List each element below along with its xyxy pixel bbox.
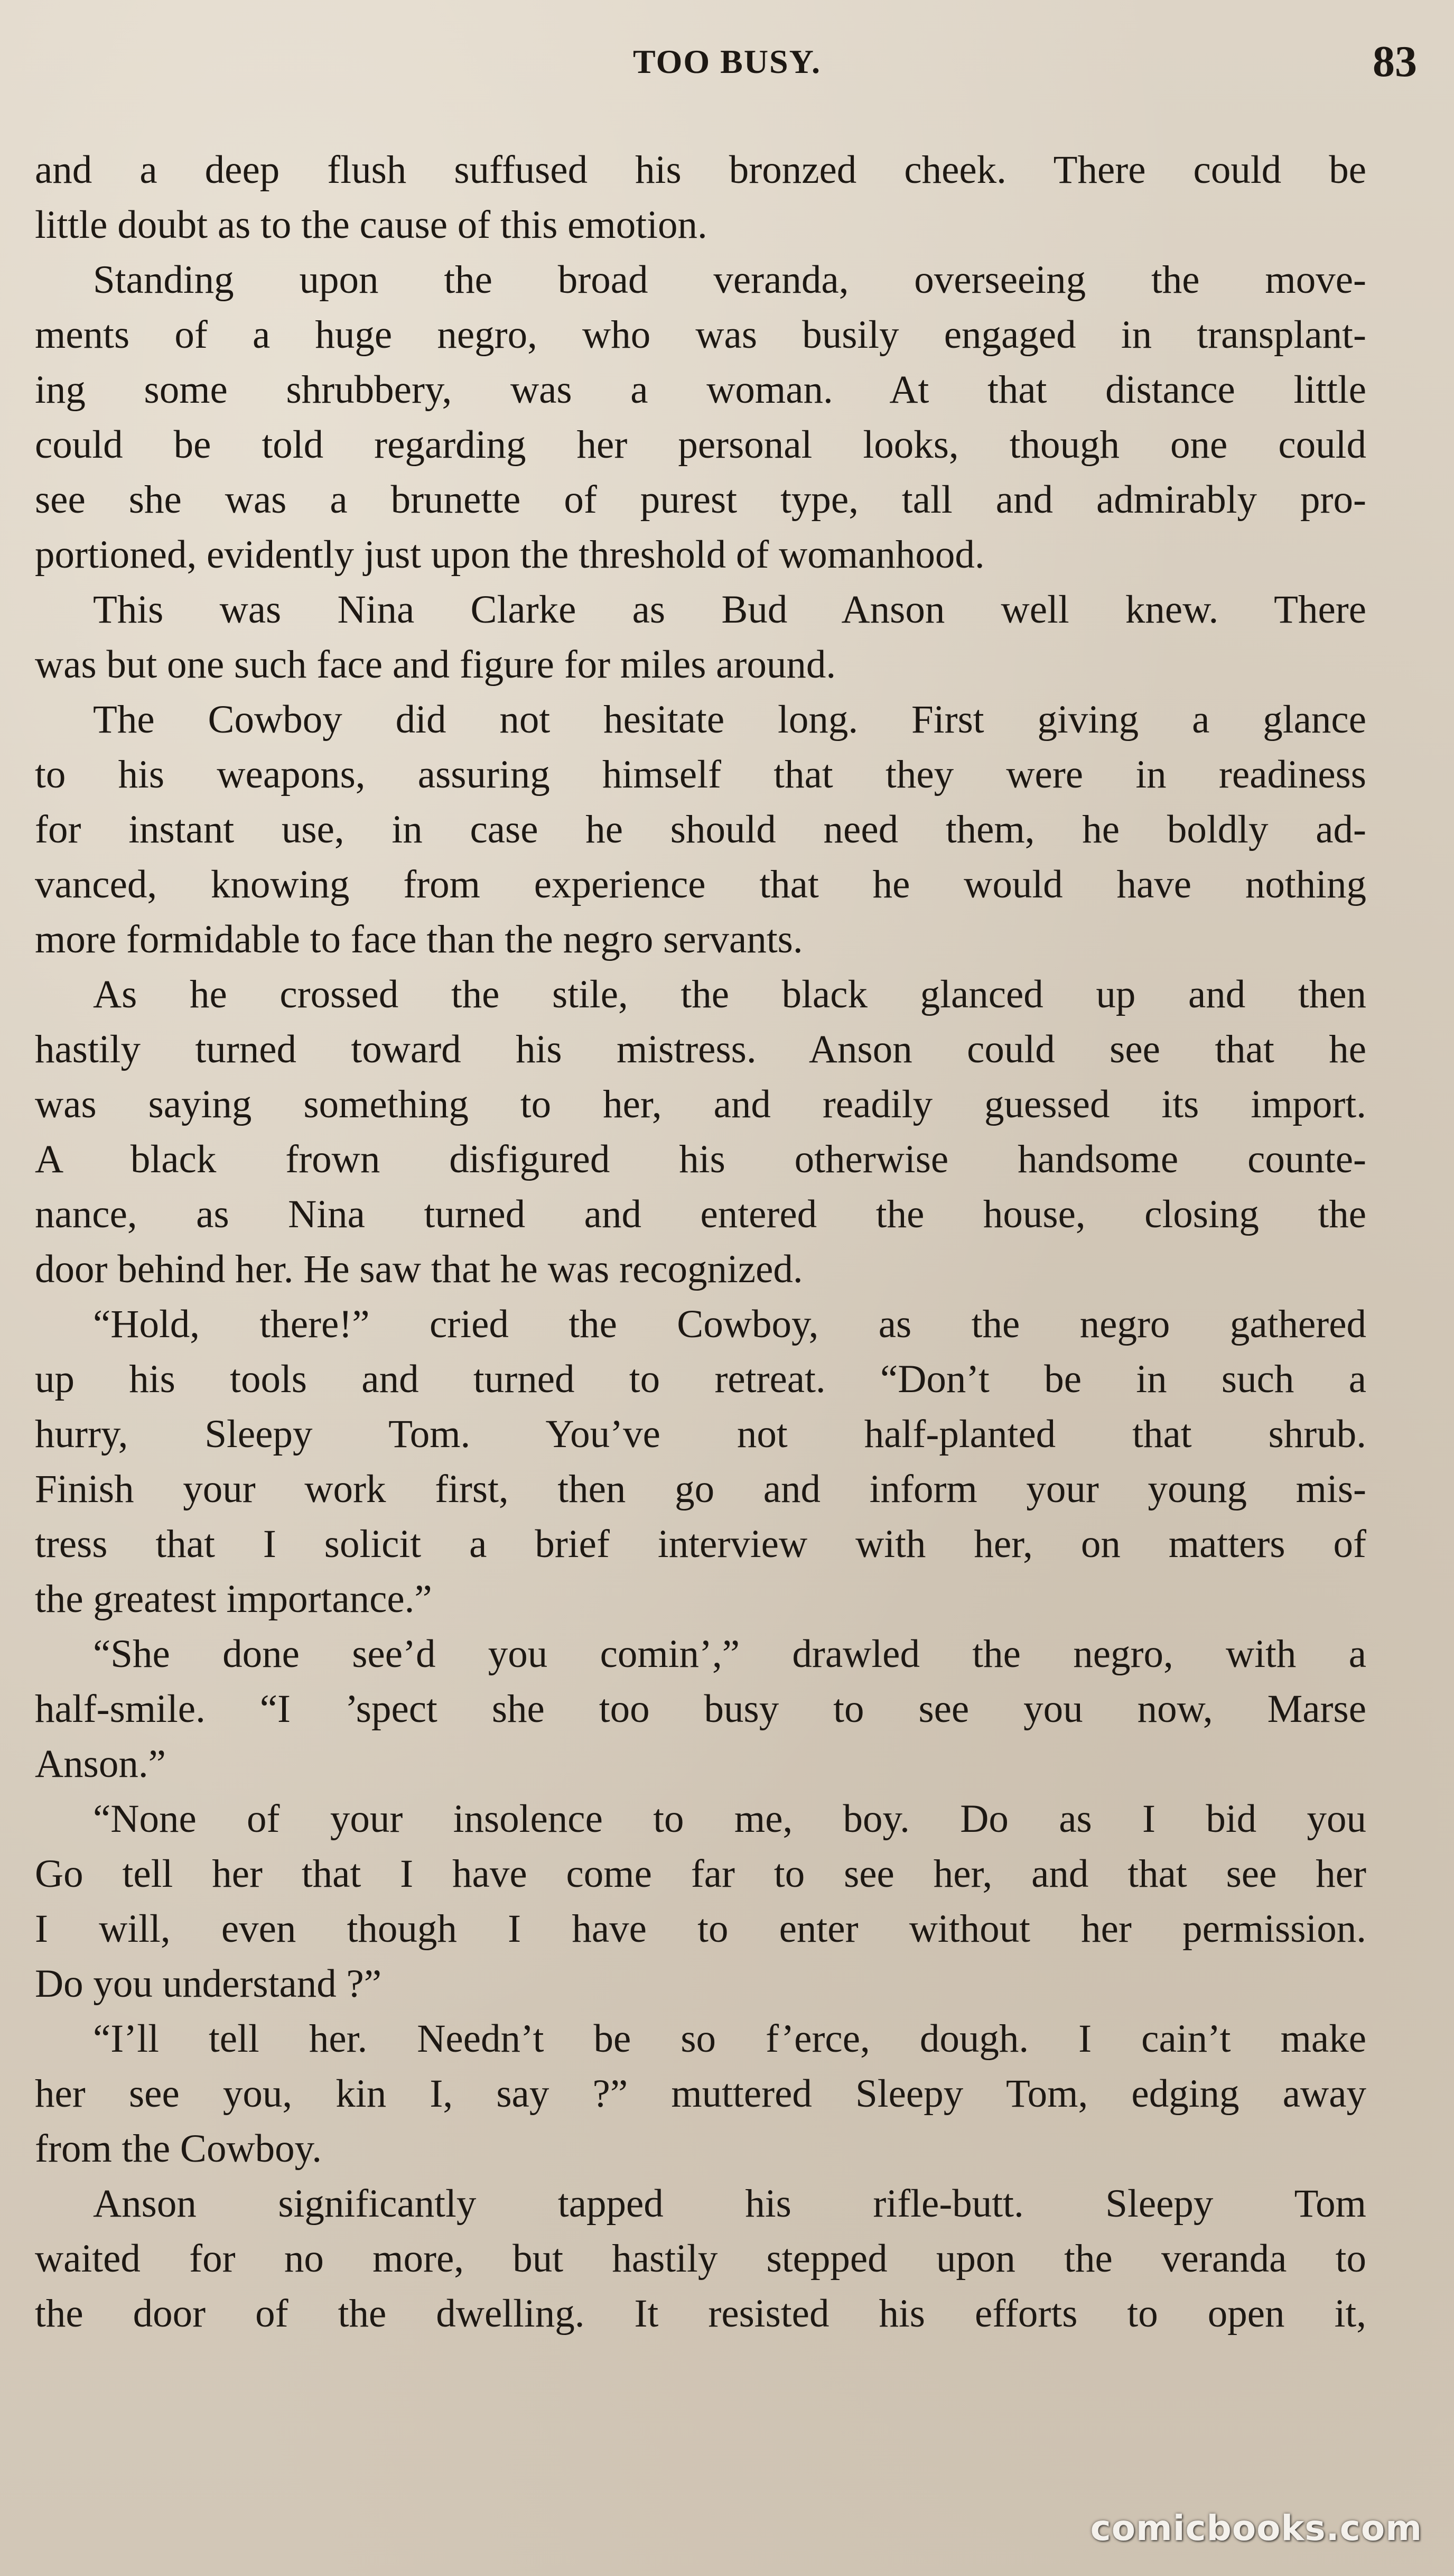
text-line: “I’ll tell her. Needn’t be so f’erce, dough. I cain’t make (93, 2017, 1366, 2061)
text-line: waited for no more, but hastily stepped upon the veranda to (35, 2237, 1366, 2281)
text-line: little doubt as to the cause of this emotion. (35, 203, 707, 247)
body-text (35, 143, 1366, 2341)
text-line: “None of your insolence to me, boy. Do as I bid you (93, 1797, 1366, 1841)
text-line: for instant use, in case he should need them, he boldly ad- (35, 808, 1366, 851)
text-line: A black frown disfigured his otherwise handsome counte- (35, 1137, 1366, 1181)
text-line: the door of the dwelling. It resisted his efforts to open it, (35, 2292, 1366, 2336)
text-line: hurry, Sleepy Tom. You’ve not half-planted that shrub. (35, 1412, 1366, 1456)
text-line: to his weapons, assuring himself that they were in readiness (35, 753, 1366, 796)
text-line: ments of a huge negro, who was busily engaged in transplant- (35, 313, 1366, 357)
text-line: see she was a brunette of purest type, tall and admirably pro- (35, 478, 1366, 522)
text-line: was but one such face and figure for miles around. (35, 643, 836, 687)
text-line: hastily turned toward his mistress. Anson could see that he (35, 1027, 1366, 1071)
text-line: “Hold, there!” cried the Cowboy, as the negro gathered (93, 1302, 1366, 1346)
running-head: TOO BUSY. (633, 43, 821, 80)
text-line: vanced, knowing from experience that he would have nothing (35, 863, 1366, 906)
text-line: Anson significantly tapped his rifle-butt. Sleepy Tom (93, 2182, 1366, 2226)
text-line: As he crossed the stile, the black glanced up and then (93, 972, 1366, 1016)
text-line: Go tell her that I have come far to see her, and that see her (35, 1852, 1366, 1896)
page-header (37, 33, 1417, 91)
text-line: Standing upon the broad veranda, overseeing the move- (93, 258, 1366, 302)
text-line: ing some shrubbery, was a woman. At that distance little (35, 368, 1366, 412)
text-line: could be told regarding her personal looks, though one could (35, 423, 1366, 467)
watermark: comicbooks.com (1090, 2508, 1422, 2549)
text-line: was saying something to her, and readily guessed its import. (35, 1082, 1366, 1126)
text-line: “She done see’d you comin’,” drawled the negro, with a (93, 1632, 1366, 1676)
text-line: door behind her. He saw that he was recognized. (35, 1247, 803, 1291)
page-number: 83 (1373, 37, 1417, 86)
text-line: from the Cowboy. (35, 2127, 322, 2171)
text-line: and a deep flush suffused his bronzed cheek. There could be (35, 148, 1366, 192)
text-line: This was Nina Clarke as Bud Anson well knew. There (93, 588, 1366, 632)
text-line: Do you understand ?” (35, 1962, 382, 2006)
text-line: tress that I solicit a brief interview with her, on matters of (35, 1522, 1366, 1566)
text-line: portioned, evidently just upon the threshold of womanhood. (35, 533, 985, 577)
text-line: up his tools and turned to retreat. “Don’t be in such a (35, 1357, 1366, 1401)
text-line: the greatest importance.” (35, 1577, 432, 1621)
text-line: I will, even though I have to enter without her permission. (35, 1907, 1366, 1951)
text-line: her see you, kin I, say ?” muttered Sleepy Tom, edging away (35, 2072, 1366, 2116)
text-line: half-smile. “I ’spect she too busy to see you now, Marse (35, 1687, 1366, 1731)
text-line: Finish your work first, then go and inform your young mis- (35, 1467, 1366, 1511)
text-line: nance, as Nina turned and entered the house, closing the (35, 1192, 1366, 1236)
text-line: more formidable to face than the negro servants. (35, 918, 803, 961)
text-line: The Cowboy did not hesitate long. First giving a glance (93, 698, 1366, 742)
text-line: Anson.” (35, 1742, 166, 1786)
